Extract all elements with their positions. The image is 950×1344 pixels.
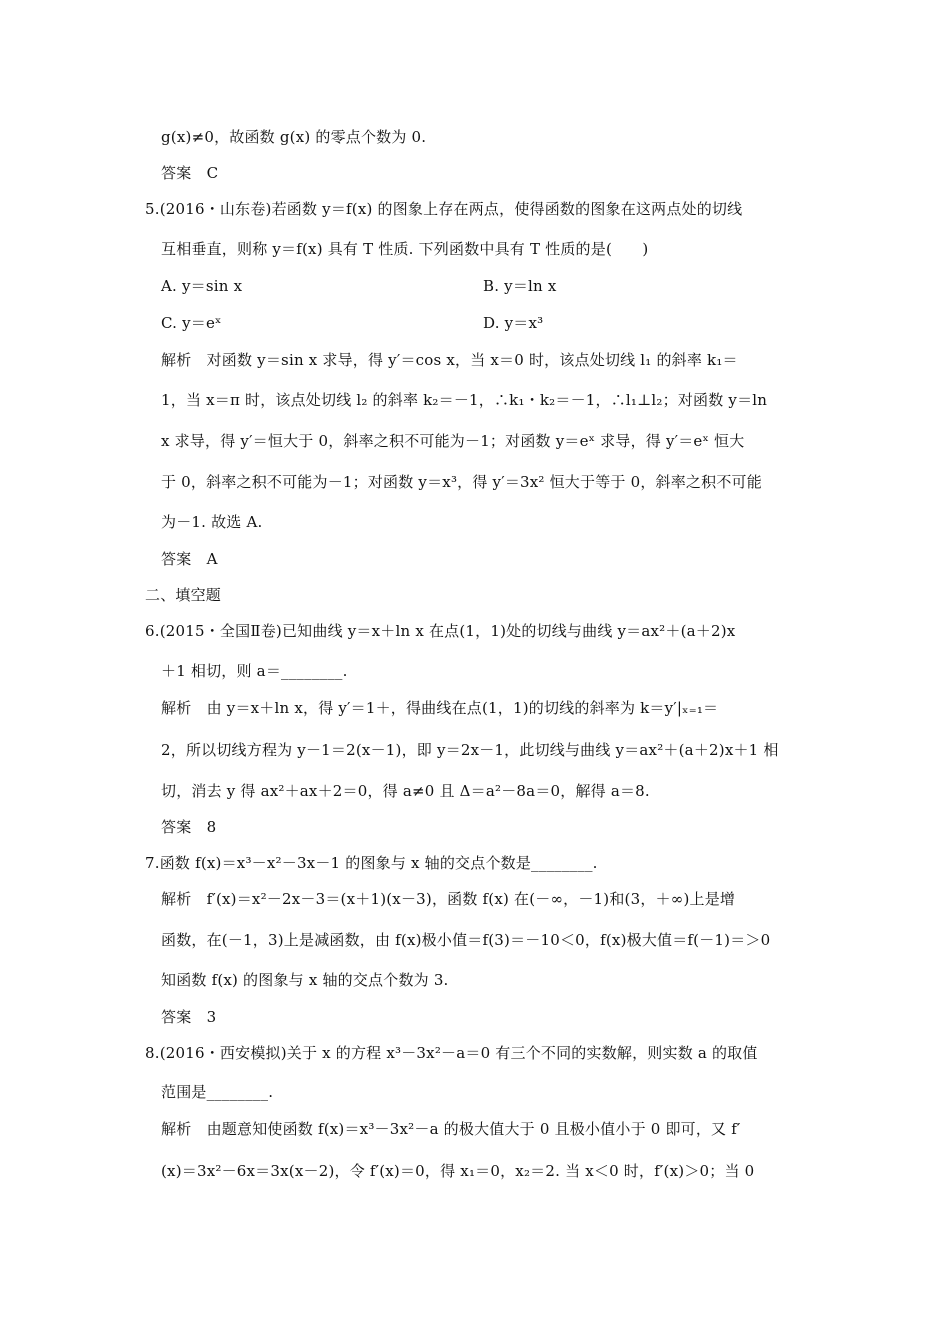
analysis-5-line-4: 于 0，斜率之积不可能为－1；对函数 y＝x³，得 y′＝3x² 恒大于等于 0，斜率之积不可能 <box>161 473 762 491</box>
option-a: A. y＝sin x <box>161 277 243 295</box>
question-8: 8.(2016・西安模拟)关于 x 的方程 x³－3x²－a＝0 有三个不同的实数解，则实数 a 的取值 <box>145 1044 758 1062</box>
answer-line: 答案 8 <box>161 818 217 836</box>
answer-line: 答案 A <box>161 550 218 568</box>
option-b: B. y＝ln x <box>483 277 557 295</box>
question-8-cont: 范围是________. <box>161 1083 274 1101</box>
analysis-6: 解析 由 y＝x＋ln x，得 y′＝1＋，得曲线在点(1，1)的切线的斜率为 k＝y′|ₓ₌₁＝ <box>161 699 719 717</box>
analysis-6-line-3: 切，消去 y 得 ax²＋ax＋2＝0，得 a≠0 且 Δ＝a²－8a＝0，解得 a＝8. <box>161 782 650 800</box>
question-5-cont: 互相垂直，则称 y＝f(x) 具有 T 性质. 下列函数中具有 T 性质的是( ) <box>161 240 649 258</box>
option-d: D. y＝x³ <box>483 314 544 332</box>
analysis-8: 解析 由题意知使函数 f(x)＝x³－3x²－a 的极大值大于 0 且极小值小于 0 即可，又 f′ <box>161 1120 741 1138</box>
analysis-8-line-2: (x)＝3x²－6x＝3x(x－2)，令 f′(x)＝0，得 x₁＝0，x₂＝2. 当 x＜0 时，f′(x)＞0；当 0 <box>161 1162 755 1180</box>
analysis-5-line-3: x 求导，得 y′＝恒大于 0，斜率之积不可能为－1；对函数 y＝eˣ 求导，得 y′＝eˣ 恒大 <box>161 432 745 450</box>
answer-line: 答案 C <box>161 164 219 182</box>
analysis-5-line-5: 为－1. 故选 A. <box>161 513 263 531</box>
question-6: 6.(2015・全国Ⅱ卷)已知曲线 y＝x＋ln x 在点(1，1)处的切线与曲线 y＝ax²＋(a＋2)x <box>145 622 736 640</box>
section-heading: 二、填空题 <box>145 586 222 604</box>
question-6-cont: ＋1 相切，则 a＝________. <box>161 662 348 680</box>
text-line: g(x)≠0，故函数 g(x) 的零点个数为 0. <box>161 128 427 146</box>
answer-line: 答案 3 <box>161 1008 217 1026</box>
analysis-7: 解析 f′(x)＝x²－2x－3＝(x＋1)(x－3)，函数 f(x) 在(－∞，－1)和(3，＋∞)上是增 <box>161 890 736 908</box>
analysis-7-line-3: 知函数 f(x) 的图象与 x 轴的交点个数为 3. <box>161 971 449 989</box>
analysis-7-line-2: 函数，在(－1，3)上是减函数，由 f(x)极小值＝f(3)＝－10＜0，f(x)极大值＝f(－1)＝＞0 <box>161 931 771 949</box>
question-7: 7.函数 f(x)＝x³－x²－3x－1 的图象与 x 轴的交点个数是________. <box>145 854 598 872</box>
analysis-5-line-2: 1，当 x＝π 时，该点处切线 l₂ 的斜率 k₂＝－1，∴k₁・k₂＝－1，∴l₁⊥l₂；对函数 y＝ln <box>161 391 768 409</box>
analysis-5: 解析 对函数 y＝sin x 求导，得 y′＝cos x，当 x＝0 时，该点处切线 l₁ 的斜率 k₁＝ <box>161 351 738 369</box>
option-c: C. y＝eˣ <box>161 314 222 332</box>
analysis-6-line-2: 2，所以切线方程为 y－1＝2(x－1)，即 y＝2x－1，此切线与曲线 y＝ax²＋(a＋2)x＋1 相 <box>161 741 779 759</box>
question-5: 5.(2016・山东卷)若函数 y＝f(x) 的图象上存在两点，使得函数的图象在这两点处的切线 <box>145 200 743 218</box>
